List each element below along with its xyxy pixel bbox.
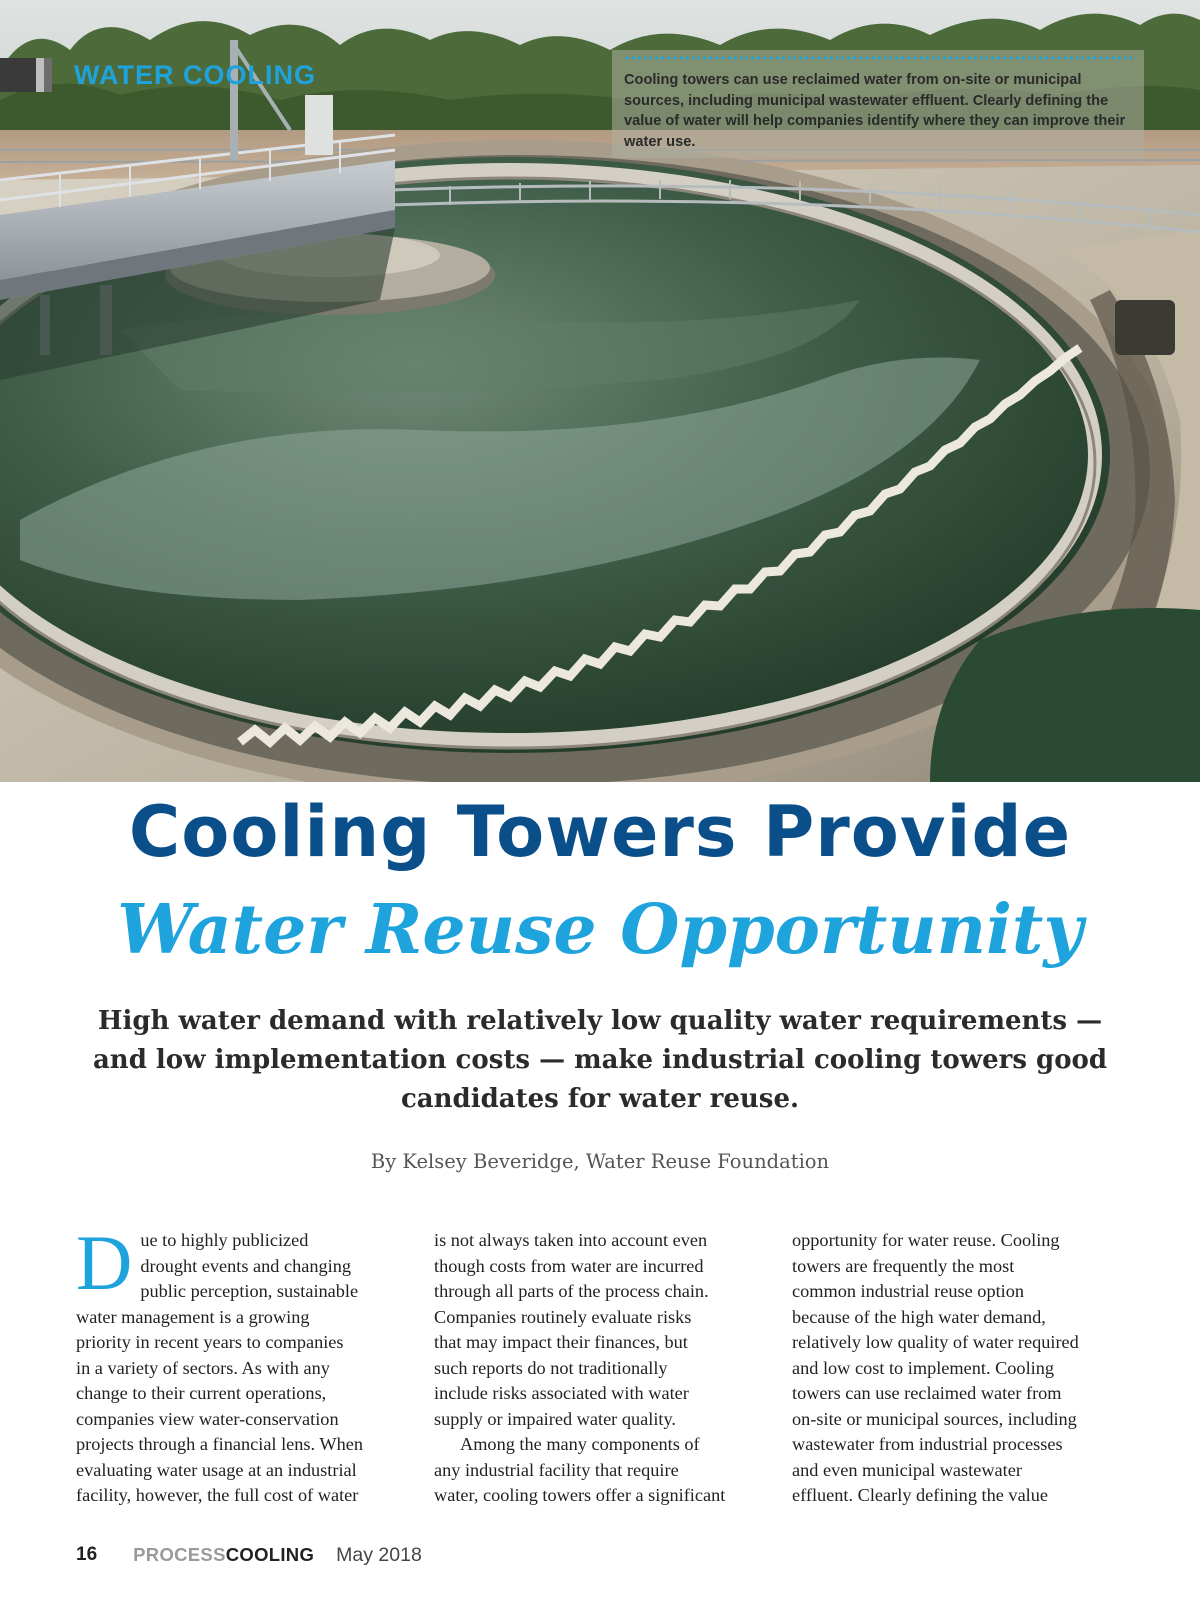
body-line: and even municipal wastewater [792, 1459, 1022, 1480]
photo-caption-box [612, 50, 1144, 158]
body-line: evaluating water usage at an industrial [76, 1459, 357, 1480]
page-footer [76, 1540, 422, 1570]
body-paragraph [792, 1228, 1126, 1509]
magazine-name [133, 1544, 314, 1566]
page-number: 16 [76, 1544, 98, 1565]
deck-line: candidates for water reuse. [400, 1084, 800, 1114]
magazine-name-part-1: PROCESS [133, 1544, 226, 1565]
body-column-2 [434, 1228, 768, 1509]
body-line: through all parts of the process chain. [434, 1281, 709, 1301]
body-line: ue to highly publicized [140, 1230, 309, 1250]
section-tag [0, 58, 316, 92]
photo-caption: Cooling towers can use reclaimed water from on-site or municipal sources, including municipal wastewater effluent. Clearly defining the value of water will help companies identify where they can improve their water use. [624, 72, 1126, 150]
body-line: in a variety of sectors. As with any [76, 1357, 330, 1378]
body-paragraph [434, 1432, 768, 1509]
body-line: because of the high water demand, [792, 1306, 1046, 1327]
issue-date: May 2018 [336, 1543, 422, 1566]
hero-photo [0, 0, 1200, 782]
body-line: towers are frequently the most [792, 1255, 1015, 1276]
byline: By Kelsey Beveridge, Water Reuse Foundation [370, 1150, 830, 1173]
deck-line: High water demand with relatively low quality water requirements — [97, 1006, 1103, 1036]
body-line: supply or impaired water quality. [434, 1408, 676, 1429]
body-line: common industrial reuse option [792, 1281, 1025, 1301]
body-line: towers can use reclaimed water from [792, 1383, 1062, 1403]
body-paragraph [76, 1219, 410, 1509]
headline-line-1: Cooling Towers Provide [128, 791, 1072, 873]
body-paragraph [434, 1228, 768, 1432]
deck-subtitle [70, 1002, 1130, 1119]
body-line: Companies routinely evaluate risks [434, 1306, 692, 1327]
caption-dotted-rule [624, 56, 1134, 60]
headline-line-2: Water Reuse Opportunity [117, 890, 1083, 970]
body-line: though costs from water are incurred [434, 1255, 704, 1276]
section-tag-bars [0, 58, 52, 92]
body-column-1 [76, 1219, 410, 1509]
body-line: such reports do not traditionally [434, 1357, 668, 1378]
body-line: water management is a growing [76, 1306, 310, 1327]
body-line: is not always taken into account even [434, 1230, 708, 1250]
drop-cap: D [76, 1219, 133, 1306]
body-line: facility, however, the full cost of water [76, 1485, 359, 1505]
body-line: effluent. Clearly defining the value [792, 1485, 1049, 1505]
body-line: projects through a financial lens. When [76, 1434, 363, 1454]
body-line: change to their current operations, [76, 1383, 327, 1403]
body-line: that may impact their finances, but [434, 1332, 688, 1352]
body-line: relatively low quality of water required [792, 1332, 1079, 1352]
body-line: opportunity for water reuse. Cooling [792, 1230, 1060, 1250]
body-line: drought events and changing [140, 1255, 352, 1276]
section-tag-label: WATER COOLING [74, 59, 316, 90]
body-line: include risks associated with water [434, 1383, 689, 1403]
body-line: priority in recent years to companies [76, 1332, 344, 1352]
body-column-3 [792, 1228, 1126, 1509]
body-line: public perception, sustainable [140, 1281, 359, 1301]
body-line: Among the many components of [460, 1434, 700, 1454]
body-line: companies view water-conservation [76, 1408, 339, 1429]
body-line: water, cooling towers offer a significant [434, 1485, 726, 1505]
body-line: any industrial facility that require [434, 1459, 679, 1480]
body-line: on-site or municipal sources, including [792, 1408, 1077, 1429]
magazine-name-part-2: COOLING [225, 1544, 315, 1565]
body-line: wastewater from industrial processes [792, 1434, 1063, 1454]
body-line: and low cost to implement. Cooling [792, 1357, 1055, 1378]
deck-line: and low implementation costs — make industrial cooling towers good [92, 1045, 1108, 1075]
